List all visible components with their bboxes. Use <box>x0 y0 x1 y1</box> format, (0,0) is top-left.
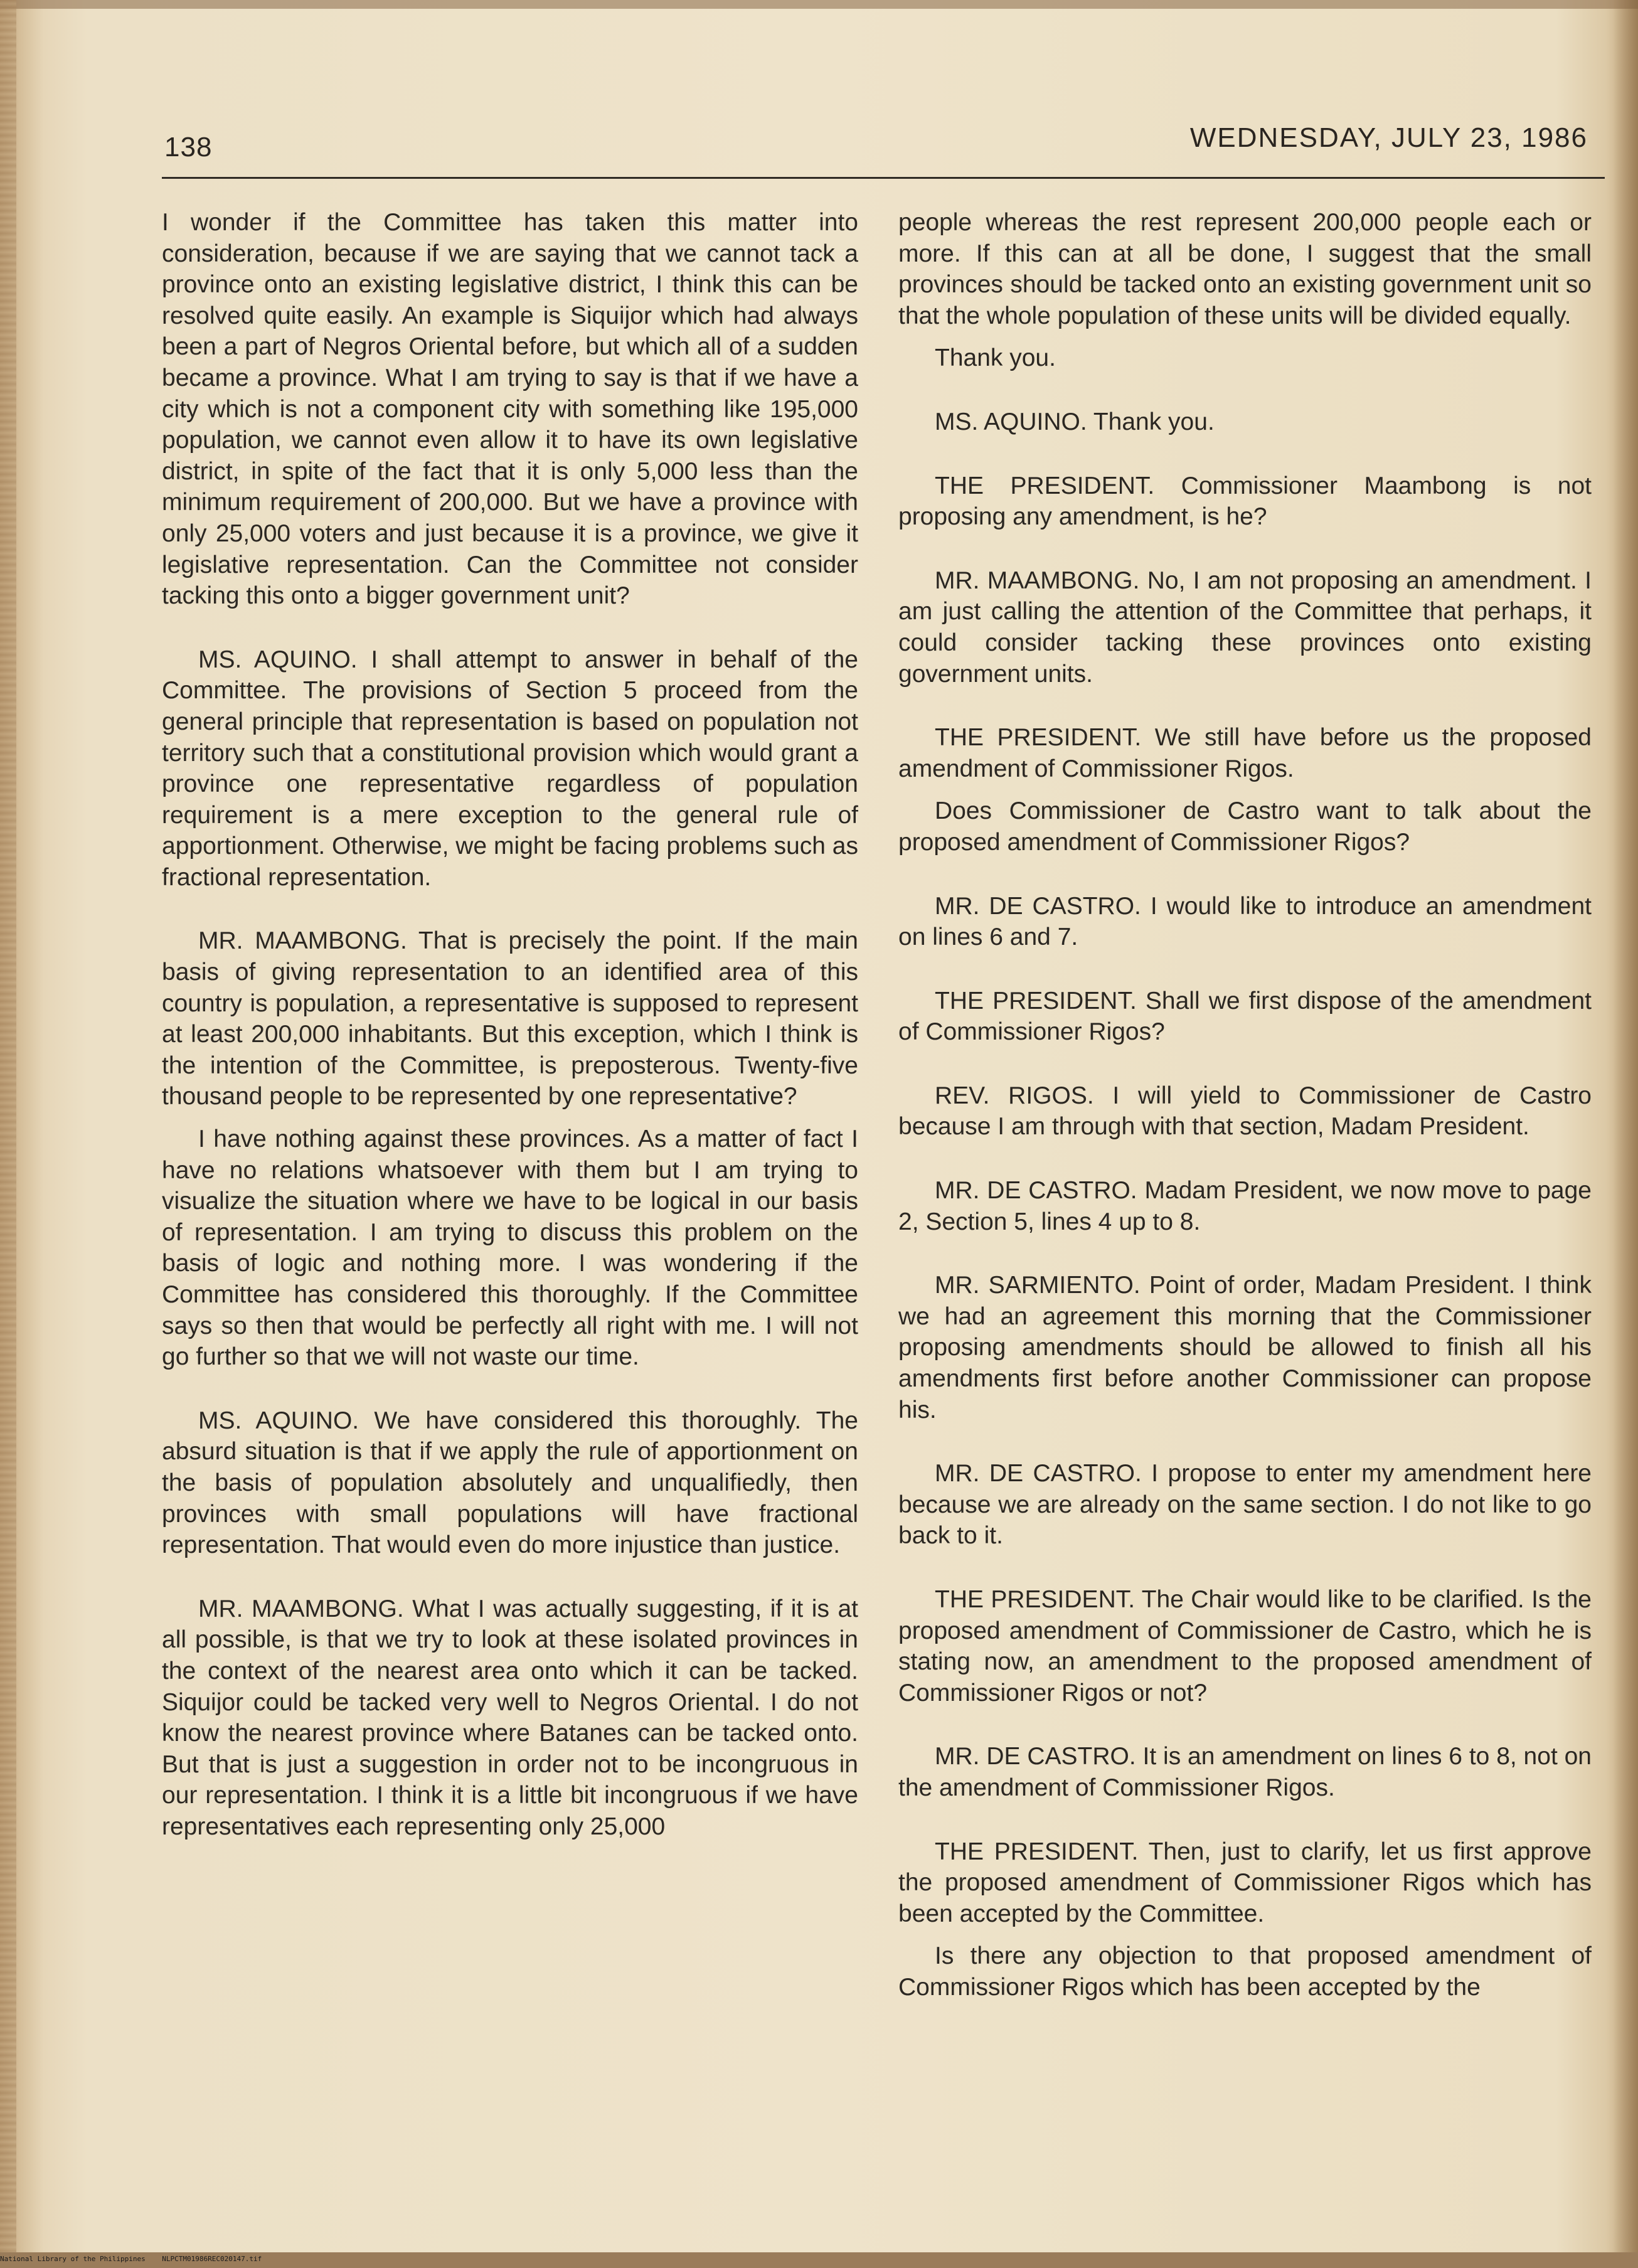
page-edge-shadow <box>1613 0 1638 2252</box>
paragraph: MR. MAAMBONG. No, I am not proposing an amendment. I am just calling the attention of the Committee that perhaps, it could consider tacking these provinces onto existing government units. <box>898 567 1592 688</box>
paragraph: Thank you. <box>935 344 1056 372</box>
paragraph: MR. MAAMBONG. That is precisely the point. If the main basis of giving representation to an identified area of this country is population, a representative is supposed to represent at least 200,000 inhabitants. But this exception, which I think is the intention of the Committee, is preposterous. Twenty-five thousand people to be represented by one representative? <box>162 927 858 1110</box>
paragraph: MR. MAAMBONG. What I was actually suggesting, if it is at all possible, is that we try to look at these isolated provinces in the context of the nearest area onto which it can be tacked. Siquijor could be tacked very well to Negros Oriental. I do not know the nearest province where Batanes can be tacked onto. But that is just a suggestion in order not to be incongruous in our representation. I think it is a little bit incongruous if we have representatives each representing only 25,000 <box>162 1595 858 1840</box>
paragraph: THE PRESIDENT. The Chair would like to be clarified. Is the proposed amendment of Commissioner de Castro, which he is stating now, an amendment to the proposed amendment of Commissioner Rigos or not? <box>898 1586 1592 1706</box>
page-number: 138 <box>164 132 213 162</box>
scan-credit: National Library of the Philippines NLPCTM01986REC020147.tif <box>0 2255 262 2263</box>
page-binding-edge <box>0 0 16 2252</box>
paragraph: REV. RIGOS. I will yield to Commissioner de Castro because I am through with that section, Madam President. <box>898 1082 1592 1141</box>
right-column <box>898 207 1592 2003</box>
page-date: WEDNESDAY, JULY 23, 1986 <box>1189 122 1588 153</box>
paragraph: MR. DE CASTRO. I propose to enter my amendment here because we are already on the same section. I do not like to go back to it. <box>898 1460 1592 1550</box>
paragraph: THE PRESIDENT. We still have before us the proposed amendment of Commissioner Rigos. <box>898 724 1592 782</box>
paragraph: Does Commissioner de Castro want to talk about the proposed amendment of Commissioner Rigos? <box>898 797 1592 856</box>
paragraph: I have nothing against these provinces. As a matter of fact I have no relations whatsoever with them but I am trying to visualize the situation where we have to be logical in our basis of representation. I am trying to discuss this problem on the basis of logic and nothing more. I was wondering if the Committee has considered this thoroughly. If the Committee says so then that would be perfectly all right with me. I will not go further so that we will not waste our time. <box>162 1126 858 1371</box>
paragraph: THE PRESIDENT. Commissioner Maambong is not proposing any amendment, is he? <box>898 472 1592 531</box>
paragraph: THE PRESIDENT. Shall we first dispose of the amendment of Commissioner Rigos? <box>898 987 1592 1046</box>
paragraph: MS. AQUINO. Thank you. <box>935 408 1215 435</box>
paragraph: MR. DE CASTRO. Madam President, we now move to page 2, Section 5, lines 4 up to 8. <box>898 1177 1592 1235</box>
left-column <box>162 207 858 1843</box>
paragraph: MS. AQUINO. I shall attempt to answer in behalf of the Committee. The provisions of Section 5 proceed from the general principle that representation is based on population not territory such that a constitutional provision which would grant a province one representative regardless of population requirement is a mere exception to the general rule of apportionment. Otherwise, we might be facing problems such as fractional representation. <box>162 646 858 891</box>
header-rule <box>162 177 1605 179</box>
paragraph: THE PRESIDENT. Then, just to clarify, let us first approve the proposed amendment of Commissioner Rigos which has been accepted by the Committee. <box>898 1838 1592 1927</box>
paragraph: people whereas the rest represent 200,000 people each or more. If this can at all be done, I suggest that the small provinces should be tacked onto an existing government unit so that the whole population of these units will be divided equally. <box>898 209 1592 329</box>
paragraph: MR. SARMIENTO. Point of order, Madam President. I think we had an agreement this morning that the Commissioner proposing amendments should be allowed to finish all his amendments first before another Commissioner can propose his. <box>898 1272 1592 1424</box>
paragraph: MS. AQUINO. We have considered this thoroughly. The absurd situation is that if we apply the rule of apportionment on the basis of population absolutely and unqualifiedly, then provinces with small populations will have fractional representation. That would even do more injustice than justice. <box>162 1407 858 1559</box>
paragraph: MR. DE CASTRO. It is an amendment on lines 6 to 8, not on the amendment of Commissioner Rigos. <box>898 1743 1592 1801</box>
paragraph: MR. DE CASTRO. I would like to introduce an amendment on lines 6 and 7. <box>898 892 1592 951</box>
paragraph: I wonder if the Committee has taken this matter into consideration, because if we are saying that we cannot tack a province onto an existing legislative district, I think this can be resolved quite easily. An example is Siquijor which had always been a part of Negros Oriental before, but which all of a sudden became a province. What I am trying to say is that if we have a city which is not a component city with something like 195,000 population, we cannot even allow it to have its own legislative district, in spite of the fact that it is only 5,000 less than the minimum requirement of 200,000. But we have a province with only 25,000 voters and just because it is a province, we give it legislative representation. Can the Committee not consider tacking this onto a bigger government unit? <box>162 209 858 610</box>
paragraph: Is there any objection to that proposed amendment of Commissioner Rigos which has been accepted by the <box>898 1942 1592 2001</box>
